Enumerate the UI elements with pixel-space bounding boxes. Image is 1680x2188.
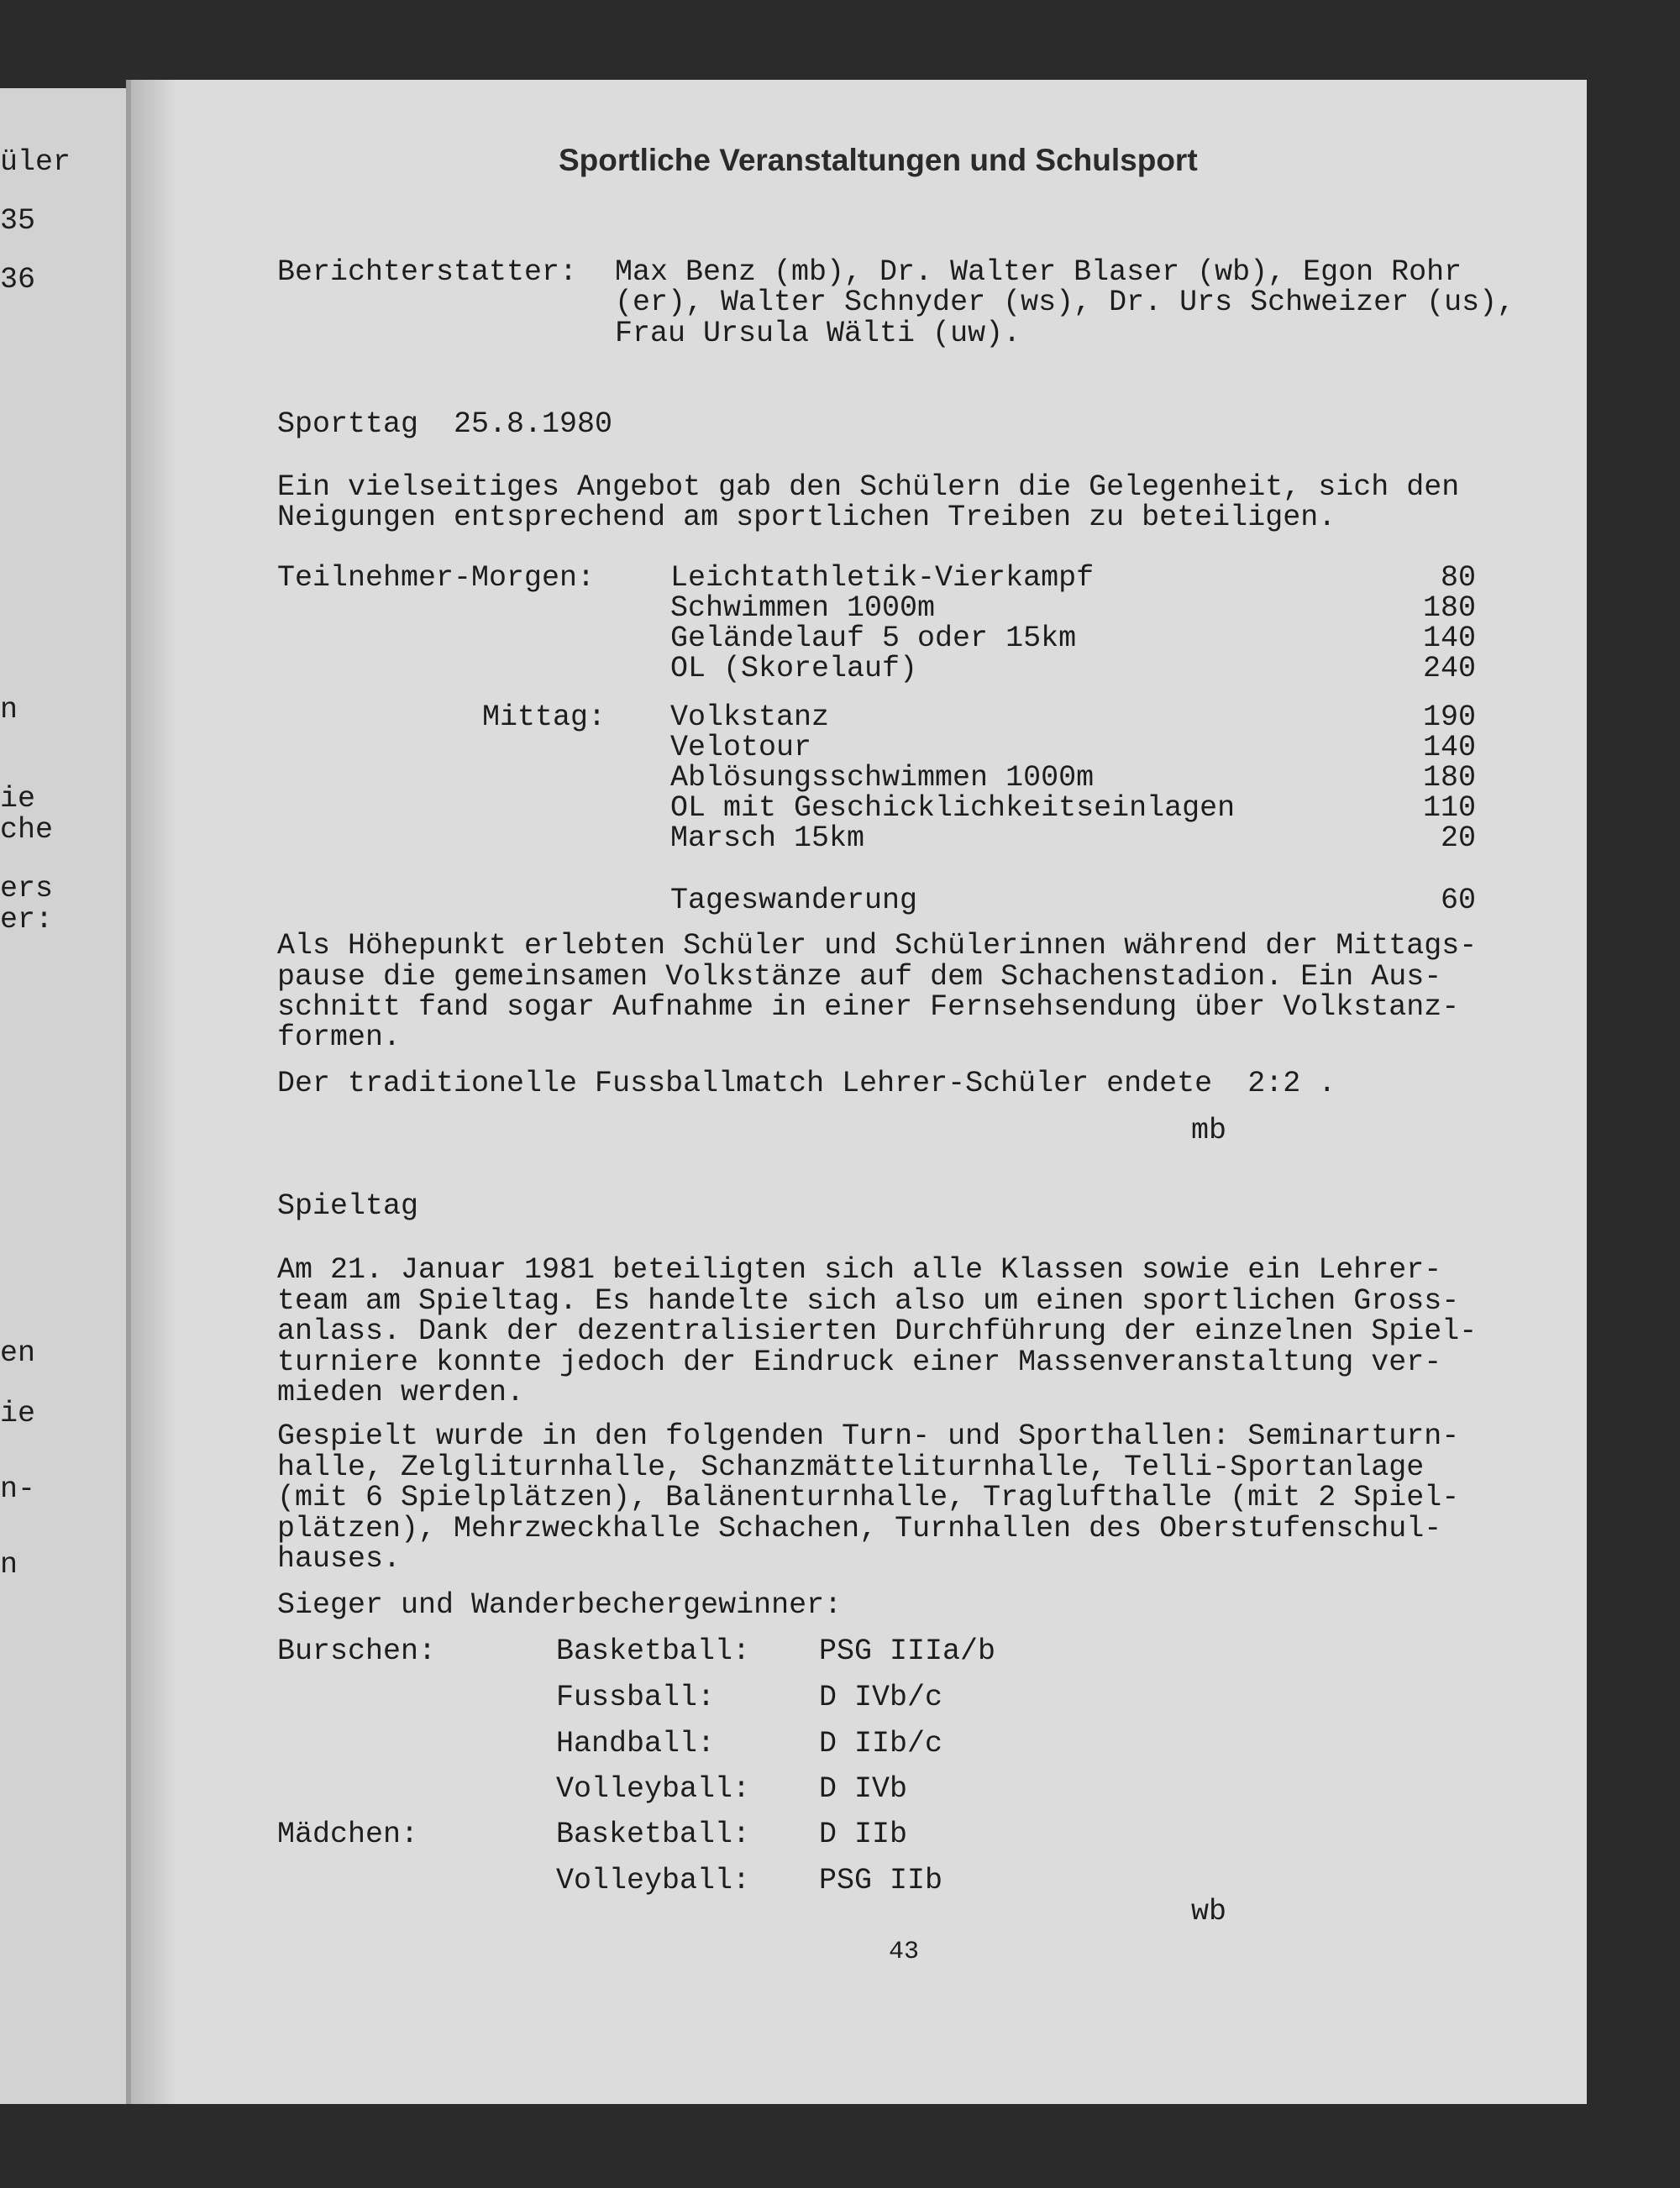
page-number: 43 <box>889 1938 920 1966</box>
paragraph-line: hauses. <box>277 1542 402 1576</box>
paragraph-line: halle, Zelgliturnhalle, Schanzmätteliturnhalle, Telli-Sportanlage <box>277 1451 1425 1484</box>
participant-count: 190 <box>1422 700 1476 734</box>
activity-name: Geländelauf 5 oder 15km <box>670 622 1077 655</box>
paragraph-line: (mit 6 Spielplätzen), Balänenturnhalle, Traglufthalle (mit 2 Spiel- <box>277 1481 1460 1514</box>
reporters-label: Berichterstatter: <box>277 255 578 289</box>
paragraph-line: plätzen), Mehrzweckhalle Schachen, Turnhallen des Oberstufenschul- <box>277 1512 1442 1545</box>
noon-label: Mittag: <box>482 700 606 734</box>
sport-name: Basketball: <box>556 1818 751 1851</box>
paragraph-line: Gespielt wurde in den folgenden Turn- und Sporthallen: Seminarturn- <box>277 1419 1460 1453</box>
participant-count: 140 <box>1422 622 1476 655</box>
paragraph-line: Der traditionelle Fussballmatch Lehrer-Schüler endete 2:2 . <box>277 1067 1336 1100</box>
winner-class: D IIb <box>819 1818 908 1851</box>
winner-class: D IVb/c <box>819 1681 943 1714</box>
paragraph-line: mieden werden. <box>277 1376 525 1409</box>
winner-class: PSG IIb <box>819 1864 943 1897</box>
reporters-line: (er), Walter Schnyder (ws), Dr. Urs Schweizer (us), <box>615 286 1515 319</box>
facing-page <box>0 88 146 2104</box>
reporters-line: Frau Ursula Wälti (uw). <box>615 317 1021 350</box>
facing-page-fragment: ers <box>0 872 54 905</box>
facing-page-fragment: en <box>0 1336 36 1370</box>
activity-name: Volkstanz <box>670 700 830 734</box>
winner-class: D IVb <box>819 1772 908 1806</box>
participant-count: 60 <box>1440 884 1476 917</box>
winners-label: Sieger und Wanderbechergewinner: <box>277 1588 843 1622</box>
paragraph-line: schnitt fand sogar Aufnahme in einer Fernsehsendung über Volkstanz- <box>277 990 1460 1024</box>
facing-page-fragment: 35 <box>0 204 36 238</box>
paragraph-line: Neigungen entsprechend am sportlichen Treiben zu beteiligen. <box>277 501 1336 534</box>
participant-count: 180 <box>1422 761 1476 795</box>
participant-count: 110 <box>1422 791 1476 825</box>
sport-name: Basketball: <box>556 1634 751 1668</box>
paragraph-line: formen. <box>277 1021 402 1054</box>
page-title: Sportliche Veranstaltungen und Schulsport <box>559 143 1198 177</box>
sport-name: Volleyball: <box>556 1772 751 1806</box>
facing-page-fragment: er: <box>0 903 54 937</box>
participant-count: 20 <box>1440 821 1476 855</box>
participant-count: 140 <box>1422 731 1476 764</box>
facing-page-fragment: n <box>0 693 18 727</box>
morning-label: Teilnehmer-Morgen: <box>277 561 596 595</box>
facing-page-fragment: che <box>0 813 54 847</box>
paragraph-line: anlass. Dank der dezentralisierten Durchführung der einzelnen Spiel- <box>277 1314 1478 1348</box>
author-signature: wb <box>1191 1895 1227 1928</box>
activity-name: Velotour <box>670 731 812 764</box>
facing-page-fragment: n <box>0 1548 18 1582</box>
activity-name: Ablösungsschwimmen 1000m <box>670 761 1095 795</box>
gutter-shadow <box>126 80 176 2104</box>
activity-name: Marsch 15km <box>670 821 865 855</box>
facing-page-fragment: ie <box>0 782 36 816</box>
activity-name: Schwimmen 1000m <box>670 591 936 625</box>
sport-name: Fussball: <box>556 1681 716 1714</box>
boys-label: Burschen: <box>277 1634 437 1668</box>
paragraph-line: Am 21. Januar 1981 beteiligten sich alle Klassen sowie ein Lehrer- <box>277 1253 1442 1287</box>
facing-page-fragment: üler <box>0 145 71 179</box>
paragraph-line: team am Spieltag. Es handelte sich also um einen sportlichen Gross- <box>277 1284 1460 1318</box>
paragraph-line: pause die gemeinsamen Volkstänze auf dem Schachenstadion. Ein Aus- <box>277 960 1442 994</box>
activity-name: OL (Skorelauf) <box>670 652 918 685</box>
section-title-spieltag: Spieltag <box>277 1189 419 1223</box>
paragraph-line: Ein vielseitiges Angebot gab den Schülern die Gelegenheit, sich den <box>277 470 1460 504</box>
facing-page-fragment: 36 <box>0 263 36 296</box>
participant-count: 240 <box>1422 652 1476 685</box>
activity-name: OL mit Geschicklichkeitseinlagen <box>670 791 1236 825</box>
sport-name: Handball: <box>556 1727 716 1760</box>
activity-name: Tageswanderung <box>670 884 918 917</box>
facing-page-fragment: ie <box>0 1397 36 1430</box>
winner-class: PSG IIIa/b <box>819 1634 996 1668</box>
reporters-line: Max Benz (mb), Dr. Walter Blaser (wb), Egon Rohr <box>615 255 1462 289</box>
activity-name: Leichtathletik-Vierkampf <box>670 561 1095 595</box>
author-signature: mb <box>1191 1114 1227 1147</box>
girls-label: Mädchen: <box>277 1818 419 1851</box>
paragraph-line: Als Höhepunkt erlebten Schüler und Schülerinnen während der Mittags- <box>277 929 1478 963</box>
section-title-sporttag: Sporttag 25.8.1980 <box>277 407 613 441</box>
sport-name: Volleyball: <box>556 1864 751 1897</box>
participant-count: 180 <box>1422 591 1476 625</box>
participant-count: 80 <box>1440 561 1476 595</box>
paragraph-line: turniere konnte jedoch der Eindruck einer Massenveranstaltung ver- <box>277 1346 1442 1379</box>
winner-class: D IIb/c <box>819 1727 943 1760</box>
facing-page-fragment: n- <box>0 1472 36 1506</box>
